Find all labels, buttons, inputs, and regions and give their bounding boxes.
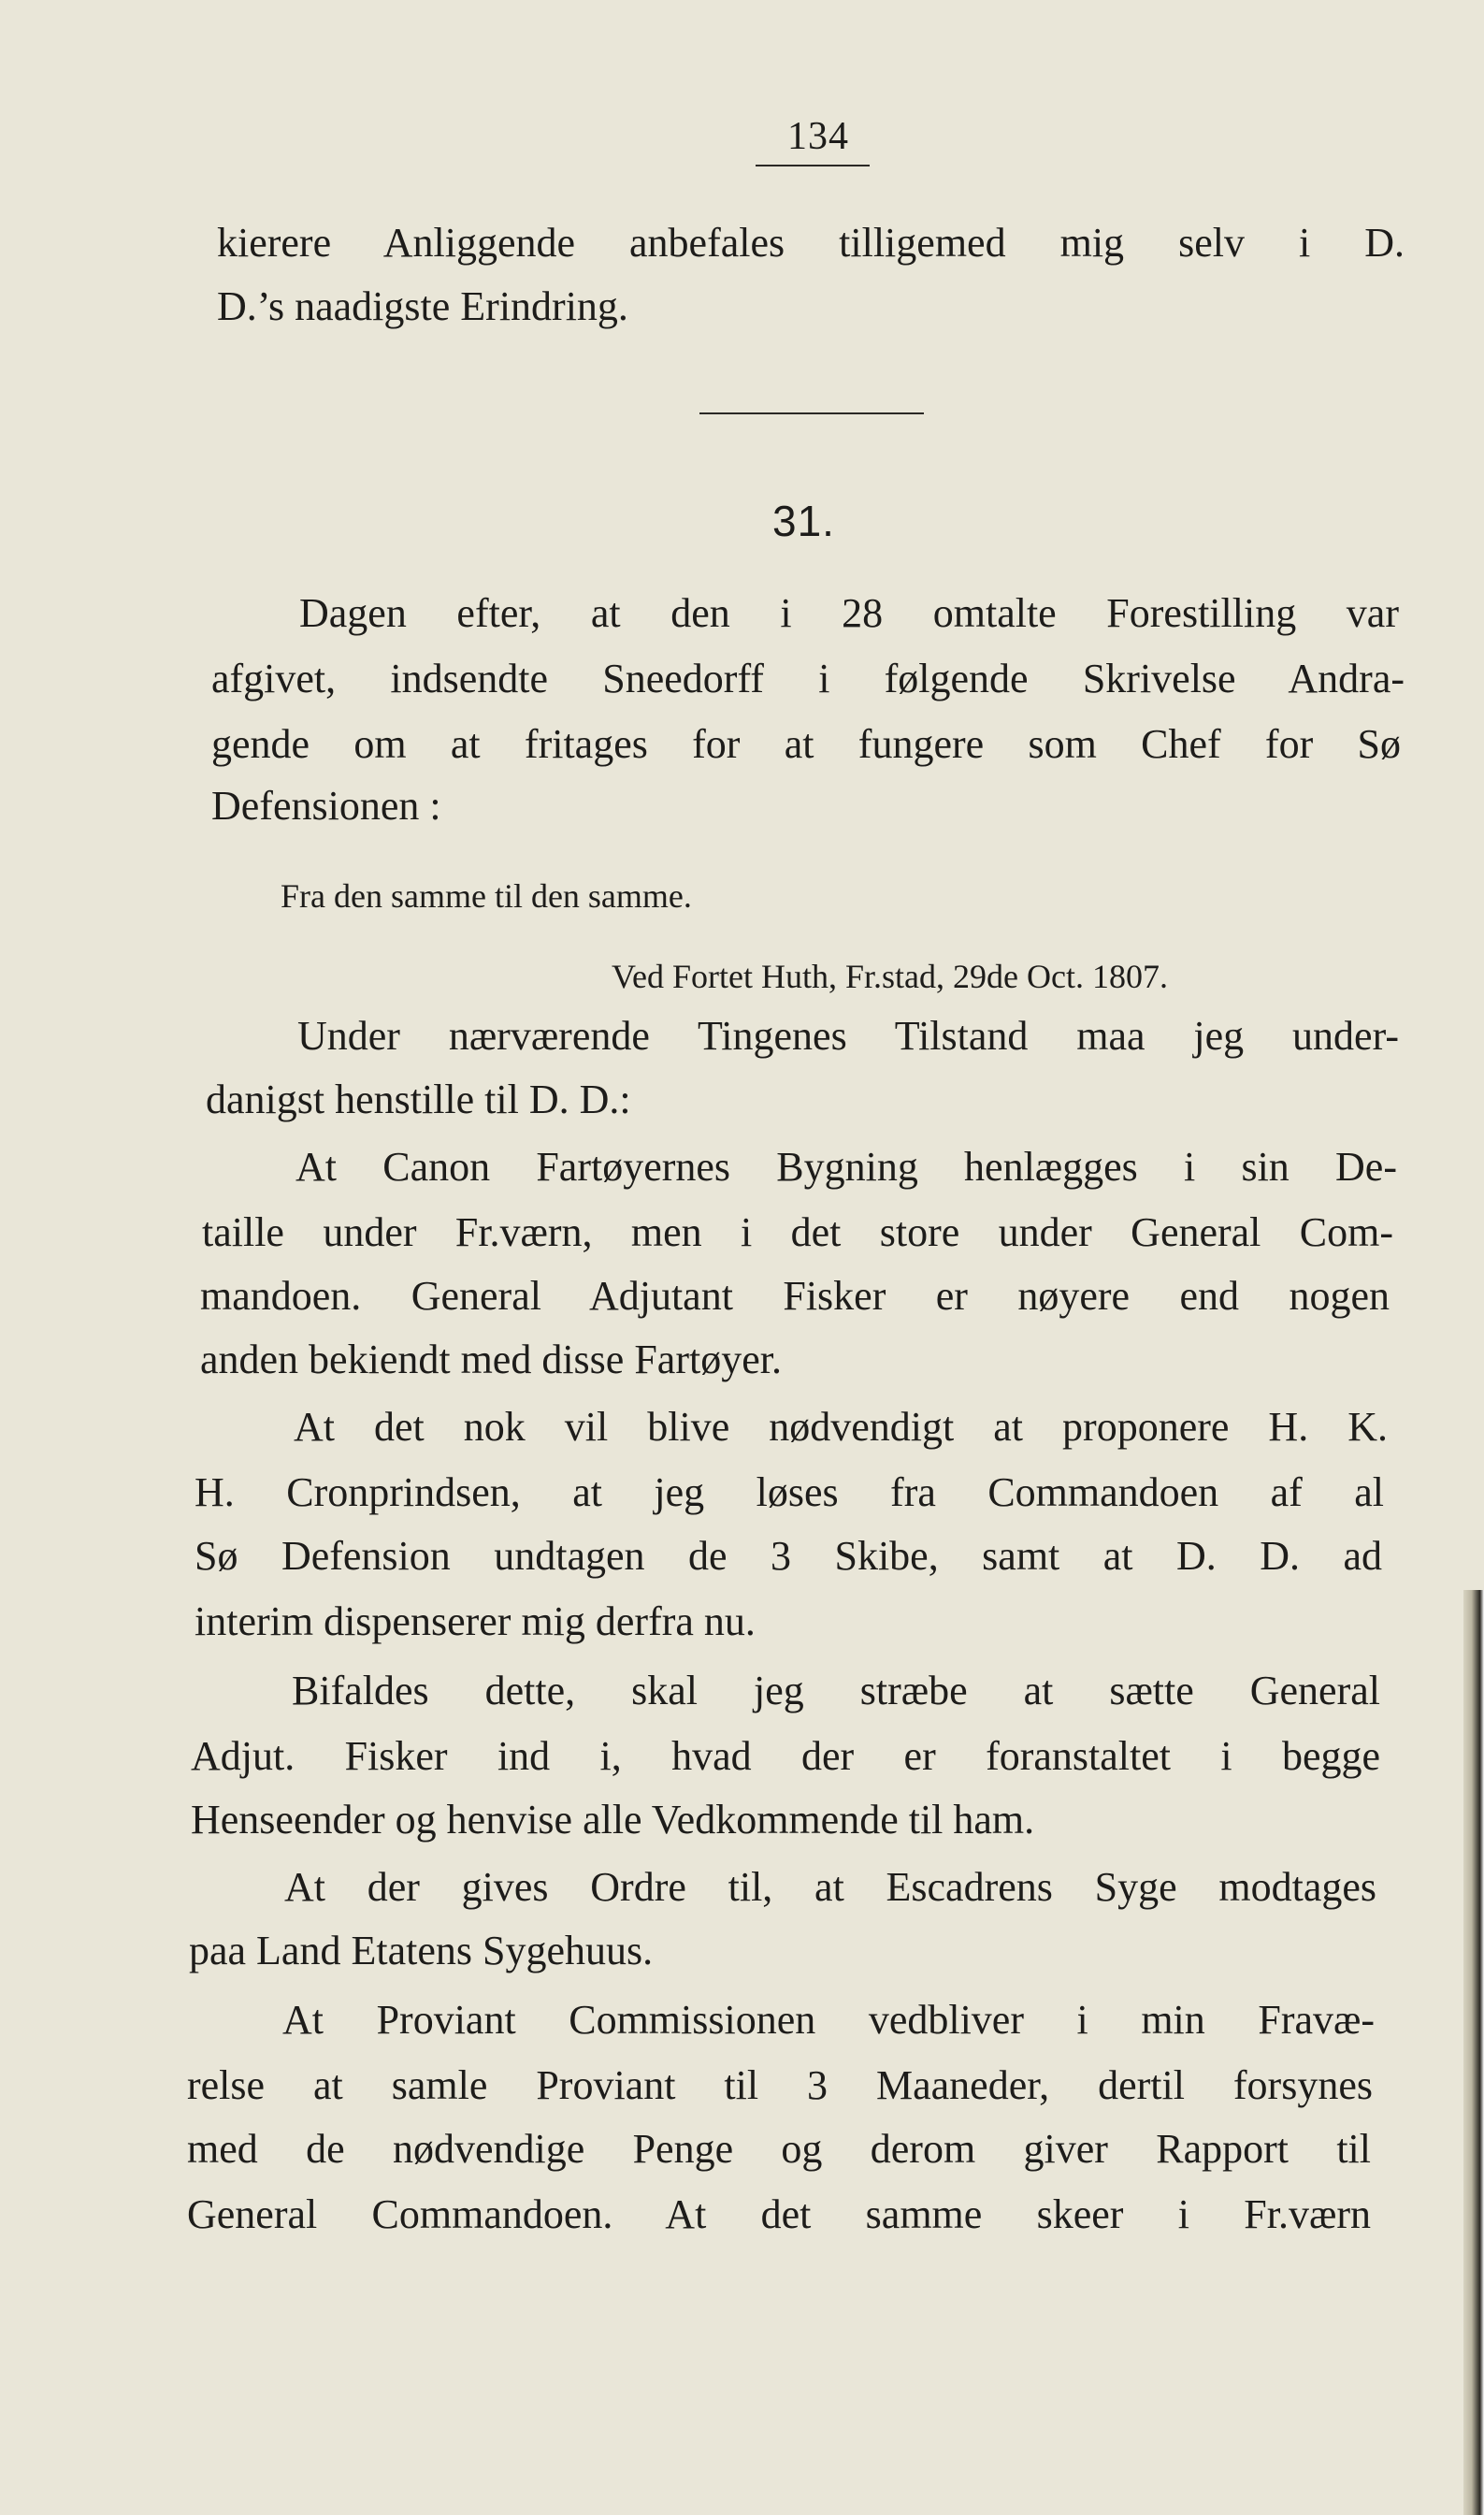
text-line: Dagen efter, at den i 28 omtalte Forestilling var — [299, 590, 1399, 636]
text-line: gende om at fritages for at fungere som Chef for Sø — [211, 721, 1401, 767]
letter-dateline: Ved Fortet Huth, Fr.stad, 29de Oct. 1807. — [612, 958, 1168, 995]
section-number: 31. — [772, 497, 835, 545]
text-line: Under nærværende Tingenes Tilstand maa jeg under- — [297, 1013, 1399, 1059]
text-line: afgivet, indsendte Sneedorff i følgende Skrivelse Andra- — [211, 656, 1405, 701]
text-line: H. Cronprindsen, at jeg løses fra Commandoen af al — [195, 1469, 1384, 1515]
text-line: Henseender og henvise alle Vedkommende til ham. — [191, 1797, 1035, 1843]
text-line: danigst henstille til D. D.: — [206, 1077, 631, 1122]
letter-heading: Fra den samme til den samme. — [281, 877, 692, 915]
text-line: Adjut. Fisker ind i, hvad der er foranstaltet i begge — [191, 1733, 1380, 1779]
page-number-underline — [756, 165, 870, 166]
page-number: 134 — [787, 115, 849, 158]
text-line: At det nok vil blive nødvendigt at proponere H. K. — [294, 1404, 1388, 1450]
text-line: D.’s naadigste Erindring. — [217, 283, 628, 329]
text-line: At Proviant Commissionen vedbliver i min Fravæ- — [282, 1997, 1375, 2043]
text-line: General Commandoen. At det samme skeer i Fr.værn — [187, 2191, 1371, 2237]
text-line: med de nødvendige Penge og derom giver Rapport til — [187, 2126, 1371, 2172]
text-line: Defensionen : — [211, 783, 441, 829]
section-divider — [699, 412, 924, 414]
text-line: At Canon Fartøyernes Bygning henlægges i sin De- — [295, 1144, 1397, 1190]
text-line: paa Land Etatens Sygehuus. — [189, 1928, 654, 1973]
text-line: taille under Fr.værn, men i det store under General Com- — [202, 1209, 1393, 1255]
text-line: kierere Anliggende anbefales tilligemed mig selv i D. — [217, 220, 1405, 266]
text-line: Sø Defension undtagen de 3 Skibe, samt at D. D. ad — [195, 1533, 1382, 1579]
text-line: relse at samle Proviant til 3 Maaneder, dertil forsynes — [187, 2062, 1373, 2108]
text-line: mandoen. General Adjutant Fisker er nøyere end nogen — [200, 1273, 1390, 1319]
text-line: anden bekiendt med disse Fartøyer. — [200, 1337, 782, 1382]
page-edge-shadow — [1463, 1590, 1484, 2515]
text-line: At der gives Ordre til, at Escadrens Syge modtages — [284, 1864, 1376, 1910]
text-line: Bifaldes dette, skal jeg stræbe at sætte General — [292, 1668, 1380, 1713]
text-line: interim dispenserer mig derfra nu. — [195, 1598, 756, 1644]
